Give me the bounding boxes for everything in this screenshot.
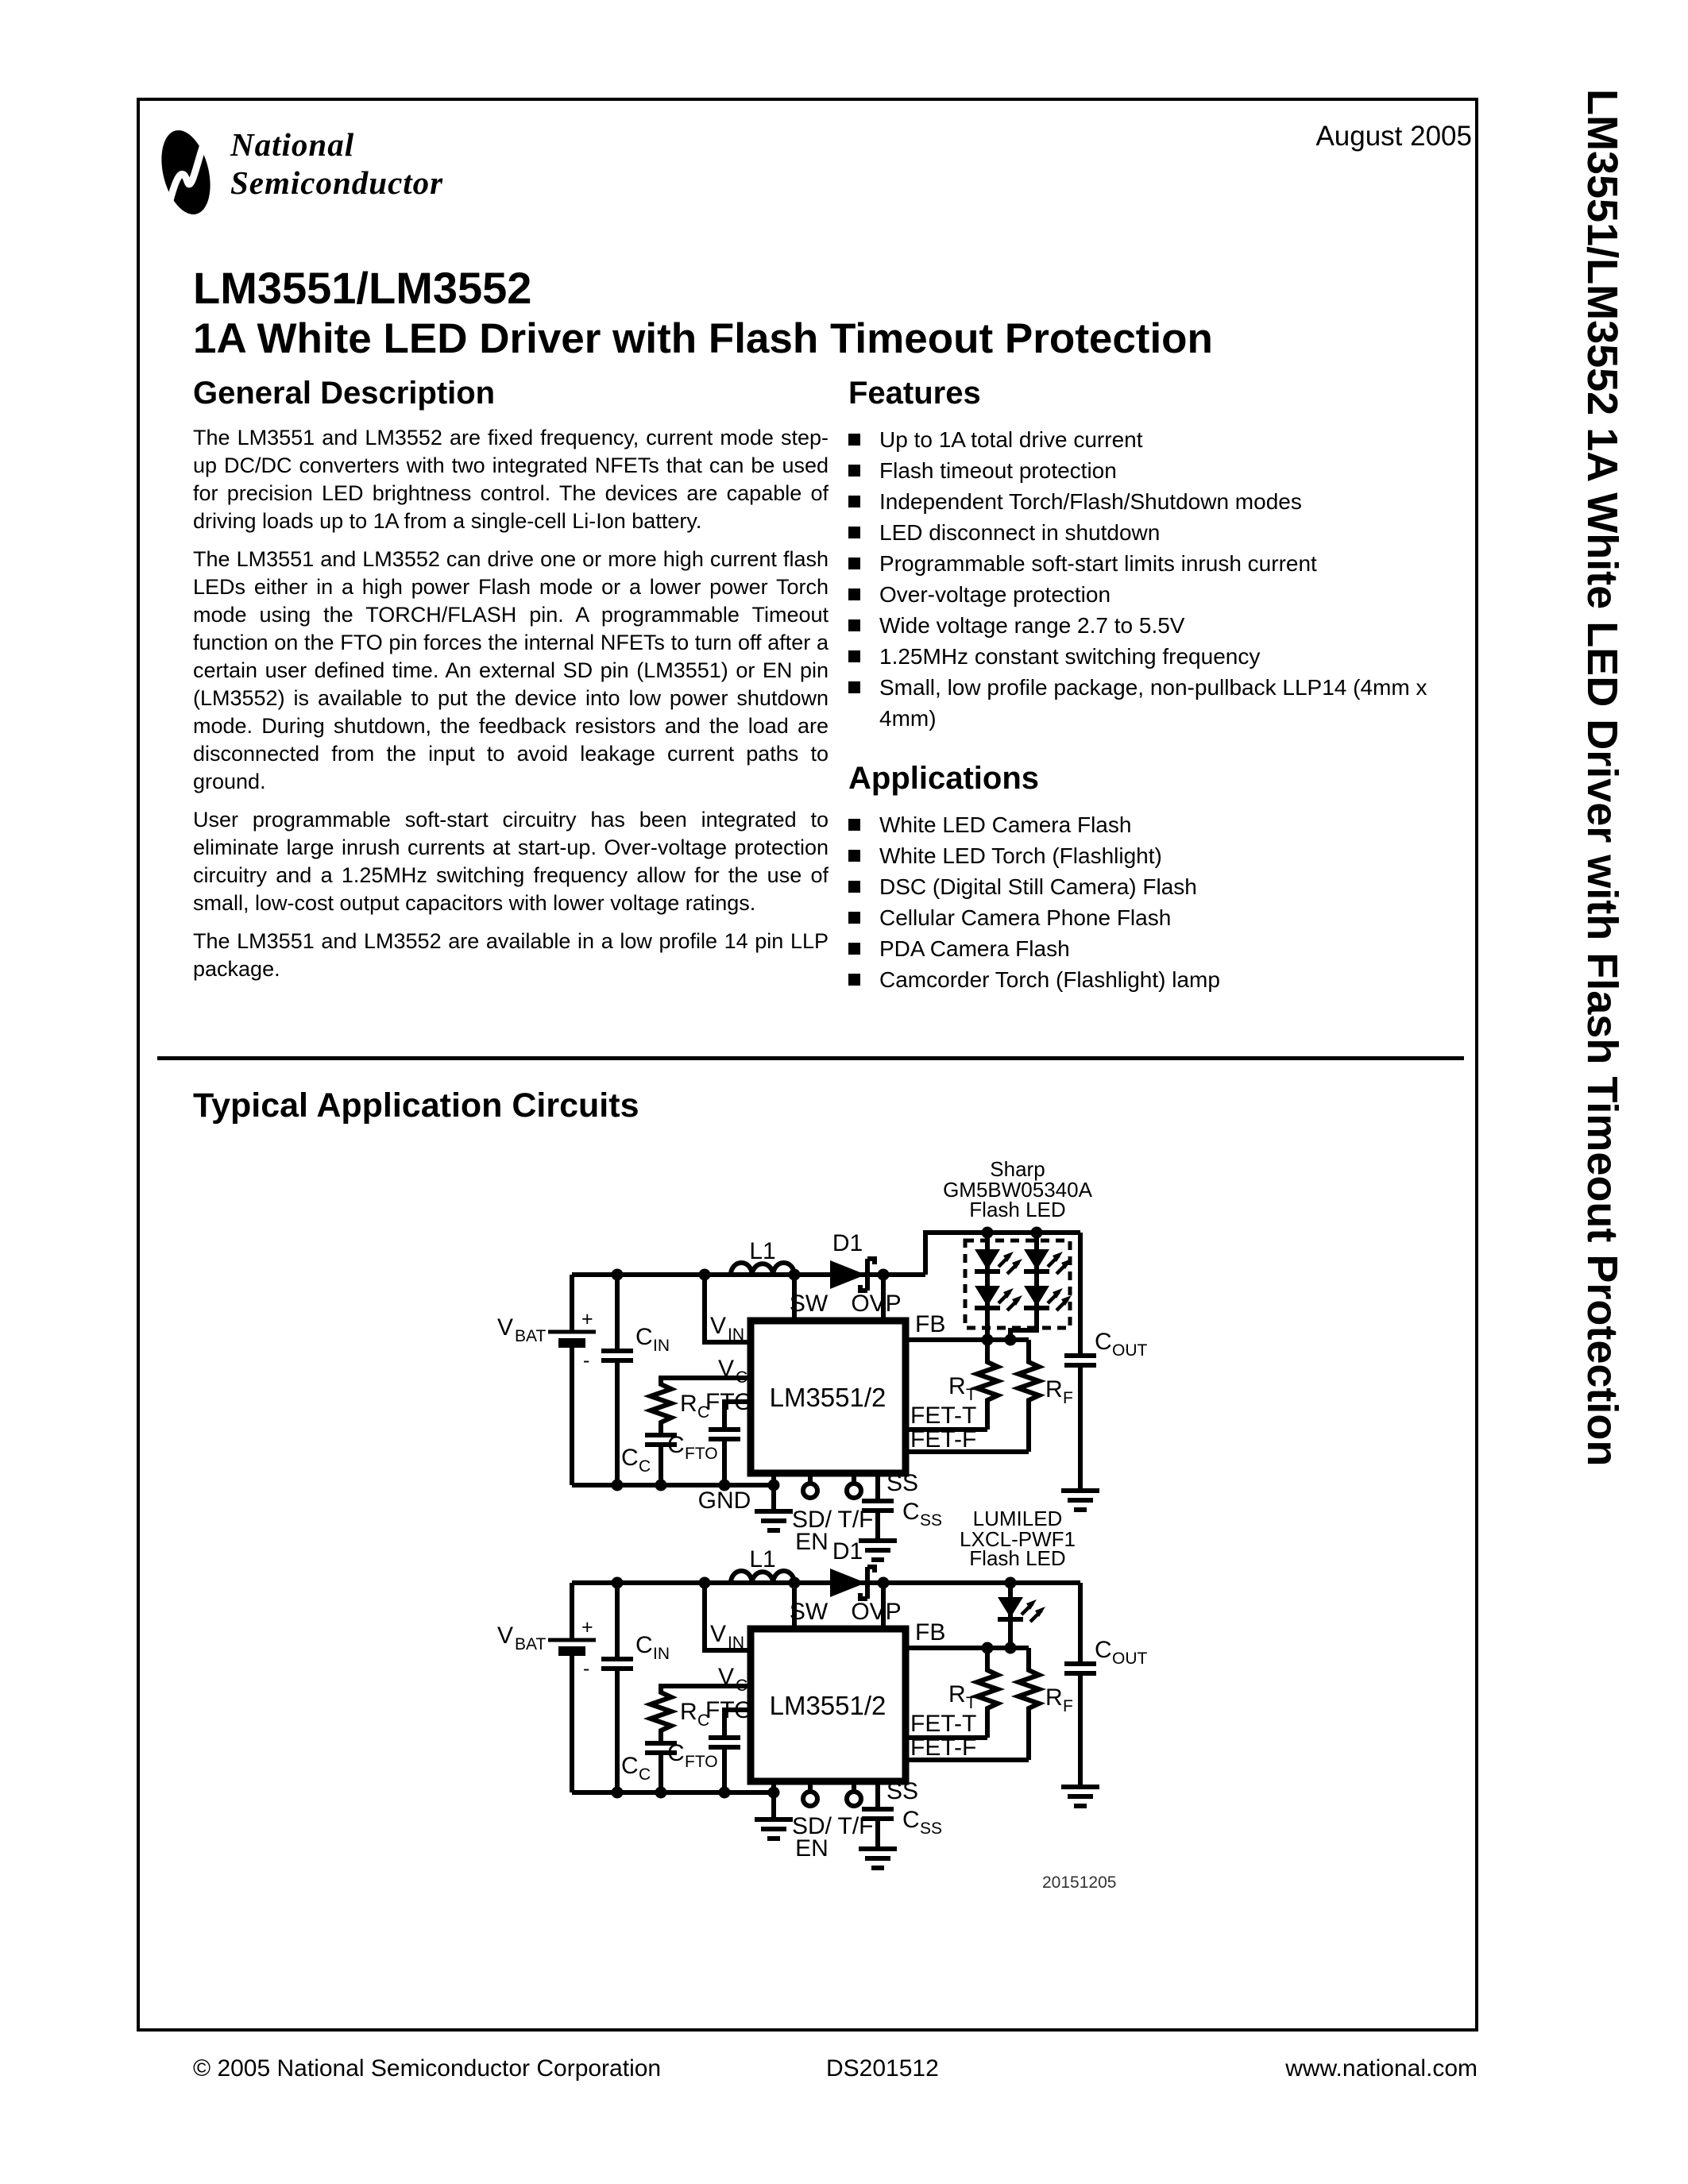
fet-f-pin-label: FET-F xyxy=(910,1734,977,1761)
en-pin-label: EN xyxy=(795,1529,829,1555)
input-capacitor-symbol xyxy=(601,1659,633,1669)
rf-label: R xyxy=(1045,1684,1063,1711)
single-led-label-line3: Flash LED xyxy=(969,1546,1066,1570)
sd-en-pin-circle xyxy=(803,1792,817,1806)
application-item: PDA Camera Flash xyxy=(848,933,1476,964)
national-logo-icon xyxy=(157,125,214,219)
output-capacitor-symbol xyxy=(1064,1664,1096,1673)
rc-sub: C xyxy=(697,1711,710,1730)
css-sub: SS xyxy=(920,1819,943,1838)
vbat-label: V xyxy=(497,1623,514,1649)
fb-pin-label: FB xyxy=(915,1311,946,1337)
cout-sub: OUT xyxy=(1112,1650,1148,1668)
bullet-square-icon xyxy=(848,943,860,955)
sd-en-pin-circle xyxy=(803,1484,817,1498)
vc-label: V xyxy=(718,1356,735,1382)
fb-pin-label: FB xyxy=(915,1619,946,1646)
circuit-1-led-array xyxy=(497,1157,1148,1560)
sw-pin-label: SW xyxy=(789,1599,829,1625)
feature-item: Up to 1A total drive current xyxy=(848,424,1476,455)
sw-pin-label: SW xyxy=(789,1291,829,1317)
fet-t-pin-label: FET-T xyxy=(910,1711,977,1737)
logo-line1: National xyxy=(230,126,355,163)
cin-sub: IN xyxy=(653,1337,670,1355)
diode-symbol xyxy=(830,1569,866,1597)
cfto-sub: FTO xyxy=(685,1753,718,1771)
features-applications-column xyxy=(848,376,1476,995)
diode-symbol xyxy=(830,1260,866,1289)
gnd-pin-label: GND xyxy=(697,1488,751,1514)
publication-date: August 2005 xyxy=(1315,121,1472,152)
circuit-2-single-led xyxy=(497,1507,1148,1868)
fet-t-pin-label: FET-T xyxy=(910,1403,977,1429)
rt-sub: T xyxy=(966,1386,976,1404)
feature-item: Independent Torch/Flash/Shutdown modes xyxy=(848,486,1476,517)
applications-list xyxy=(848,809,1476,995)
description-paragraph: The LM3551 and LM3552 are available in a low profile 14 pin LLP package. xyxy=(193,929,829,981)
ground-symbol xyxy=(755,1819,793,1839)
battery-symbol xyxy=(548,1640,596,1651)
feature-item: Wide voltage range 2.7 to 5.5V xyxy=(848,610,1476,641)
en-pin-label: EN xyxy=(795,1835,829,1862)
bullet-square-icon xyxy=(848,527,860,538)
sd-pin-label: SD/ xyxy=(791,1507,832,1533)
feature-item: LED disconnect in shutdown xyxy=(848,517,1476,548)
fto-capacitor-symbol xyxy=(709,1430,740,1439)
bullet-square-icon xyxy=(848,881,860,893)
rt-sub: T xyxy=(966,1694,976,1712)
cin-sub: IN xyxy=(653,1645,670,1663)
tf-pin-circle xyxy=(847,1484,861,1498)
rc-label: R xyxy=(680,1699,697,1725)
battery-symbol xyxy=(548,1332,596,1343)
led-array-label-line2: GM5BW05340A xyxy=(943,1178,1092,1202)
features-heading: Features xyxy=(848,376,981,411)
application-item: White LED Torch (Flashlight) xyxy=(848,840,1476,871)
description-paragraph: The LM3551 and LM3552 are fixed frequency, current mode step-up DC/DC converters with two integrated NFETs that can be used for precision LED brightness control. The devices are capable of driving loads up to 1A from a single-cell Li-Ion battery. xyxy=(193,426,829,533)
sd-pin-label: SD/ xyxy=(791,1813,832,1839)
rc-label: R xyxy=(680,1391,697,1417)
ss-pin-label: SS xyxy=(886,1778,919,1804)
css-label: C xyxy=(902,1807,920,1833)
features-list xyxy=(848,424,1476,734)
ic-name-label: LM3551/2 xyxy=(769,1383,886,1412)
vc-label: V xyxy=(718,1664,735,1690)
logo-line2: Semiconductor xyxy=(230,164,444,201)
tf-pin-circle xyxy=(847,1792,861,1806)
d1-label: D1 xyxy=(832,1230,863,1256)
bullet-square-icon xyxy=(848,912,860,924)
fto-pin-label: FTO xyxy=(705,1389,753,1415)
feature-item: 1.25MHz constant switching frequency xyxy=(848,641,1476,672)
single-led-label-line1: LUMILED xyxy=(972,1507,1063,1530)
d1-label: D1 xyxy=(832,1538,863,1565)
application-item: Camcorder Torch (Flashlight) lamp xyxy=(848,964,1476,995)
rt-label: R xyxy=(948,1681,966,1707)
rf-sub: F xyxy=(1063,1389,1073,1407)
footer-document-id: DS201512 xyxy=(826,2055,939,2082)
ground-symbol xyxy=(1061,1787,1099,1806)
bullet-square-icon xyxy=(848,465,860,477)
ovp-pin-label: OVP xyxy=(851,1599,902,1625)
ground-symbol xyxy=(1061,1491,1099,1510)
cc-label: C xyxy=(621,1445,639,1471)
l1-label: L1 xyxy=(749,1238,776,1264)
applications-heading: Applications xyxy=(848,761,1040,796)
cfto-label: C xyxy=(667,1432,685,1458)
battery-minus: - xyxy=(583,1349,590,1372)
feature-item: Small, low profile package, non-pullback LLP14 (4mm x 4mm) xyxy=(848,672,1476,734)
l1-label: L1 xyxy=(749,1546,776,1572)
vin-label: V xyxy=(710,1621,727,1647)
cout-label: C xyxy=(1095,1329,1112,1355)
cc-sub: C xyxy=(639,1457,651,1476)
led-array-label-line1: Sharp xyxy=(990,1157,1045,1181)
bullet-square-icon xyxy=(848,974,860,986)
rf-label: R xyxy=(1045,1376,1063,1403)
css-label: C xyxy=(902,1499,920,1525)
ground-symbol xyxy=(755,1511,793,1530)
fto-capacitor-symbol xyxy=(709,1738,740,1747)
vin-sub: IN xyxy=(728,1325,744,1344)
bullet-square-icon xyxy=(848,434,860,446)
rt-label: R xyxy=(948,1373,966,1399)
vbat-label: V xyxy=(497,1314,514,1341)
page-title: 1A White LED Driver with Flash Timeout Protection xyxy=(193,315,1213,362)
vc-sub: C xyxy=(736,1677,748,1695)
rc-sub: C xyxy=(697,1403,710,1422)
input-capacitor-symbol xyxy=(601,1351,633,1360)
description-paragraph: User programmable soft-start circuitry has been integrated to eliminate large inrush currents at start-up. Over-voltage protection circuitry and a 1.25MHz switching frequency allow for the use of small, low-cost output capacitors with lower voltage ratings. xyxy=(193,808,829,915)
figure-id: 20151205 xyxy=(1042,1873,1117,1892)
cc-sub: C xyxy=(639,1765,651,1784)
logo-wordmark xyxy=(230,125,443,202)
fto-pin-label: FTO xyxy=(705,1697,753,1723)
vc-sub: C xyxy=(736,1368,748,1387)
battery-minus: - xyxy=(583,1657,590,1680)
single-led-label-line2: LXCL-PWF1 xyxy=(960,1527,1076,1551)
bullet-square-icon xyxy=(848,496,860,507)
application-item: White LED Camera Flash xyxy=(848,809,1476,840)
vin-label: V xyxy=(710,1313,727,1339)
tf-pin-label: T/F xyxy=(837,1507,874,1533)
application-circuits-schematic xyxy=(445,1132,1255,1906)
general-description-heading: General Description xyxy=(193,376,496,411)
cfto-label: C xyxy=(667,1740,685,1766)
cout-label: C xyxy=(1095,1637,1112,1663)
cout-sub: OUT xyxy=(1112,1341,1148,1360)
cfto-sub: FTO xyxy=(685,1445,718,1463)
fet-f-pin-label: FET-F xyxy=(910,1426,977,1453)
bullet-square-icon xyxy=(848,819,860,831)
led-array-label-line3: Flash LED xyxy=(969,1198,1066,1221)
ovp-pin-label: OVP xyxy=(851,1291,902,1317)
bullet-square-icon xyxy=(848,558,860,569)
feature-item: Programmable soft-start limits inrush current xyxy=(848,548,1476,579)
vin-sub: IN xyxy=(728,1634,744,1652)
battery-plus: + xyxy=(581,1616,593,1638)
led-symbols xyxy=(998,1597,1045,1622)
bullet-square-icon xyxy=(848,619,860,631)
application-item: DSC (Digital Still Camera) Flash xyxy=(848,871,1476,902)
general-description-section xyxy=(193,376,829,994)
national-semiconductor-logo xyxy=(157,125,443,219)
ground-symbol xyxy=(859,1541,897,1560)
footer-copyright: © 2005 National Semiconductor Corporation xyxy=(193,2055,662,2082)
ss-pin-label: SS xyxy=(886,1470,919,1496)
footer-website: www.national.com xyxy=(1285,2055,1477,2082)
bullet-square-icon xyxy=(848,681,860,693)
cc-label: C xyxy=(621,1753,639,1779)
circuits-heading: Typical Application Circuits xyxy=(193,1086,639,1125)
section-divider xyxy=(157,1056,1464,1060)
feature-item: Over-voltage protection xyxy=(848,579,1476,610)
cin-label: C xyxy=(635,1324,653,1350)
part-number: LM3551/LM3552 xyxy=(193,263,532,313)
tf-pin-label: T/F xyxy=(837,1813,874,1839)
bullet-square-icon xyxy=(848,588,860,600)
bullet-square-icon xyxy=(848,650,860,662)
cin-label: C xyxy=(635,1632,653,1658)
ic-name-label: LM3551/2 xyxy=(769,1691,886,1720)
ground-symbol xyxy=(859,1849,897,1868)
sidebar-vertical-title: LM3551/LM3552 1A White LED Driver with Flash Timeout Protection xyxy=(1578,89,1626,1467)
rf-sub: F xyxy=(1063,1697,1073,1715)
vbat-sub: BAT xyxy=(515,1327,547,1345)
description-paragraph: The LM3551 and LM3552 can drive one or more high current flash LEDs either in a high power Flash mode or a lower power Torch mode using the TORCH/FLASH pin. A programmable Timeout function on the FTO pin forces the internal NFETs to turn off after a certain user defined time. An external SD pin (LM3551) or EN pin (LM3552) is available to put the device into low power shutdown mode. During shutdown, the feedback resistors and the load are disconnected from the input to avoid leakage current paths to ground. xyxy=(193,547,829,793)
feature-item: Flash timeout protection xyxy=(848,455,1476,486)
bullet-square-icon xyxy=(848,850,860,862)
output-capacitor-symbol xyxy=(1064,1356,1096,1365)
battery-plus: + xyxy=(581,1308,593,1330)
application-item: Cellular Camera Phone Flash xyxy=(848,902,1476,933)
css-sub: SS xyxy=(920,1511,943,1530)
vbat-sub: BAT xyxy=(515,1635,547,1653)
